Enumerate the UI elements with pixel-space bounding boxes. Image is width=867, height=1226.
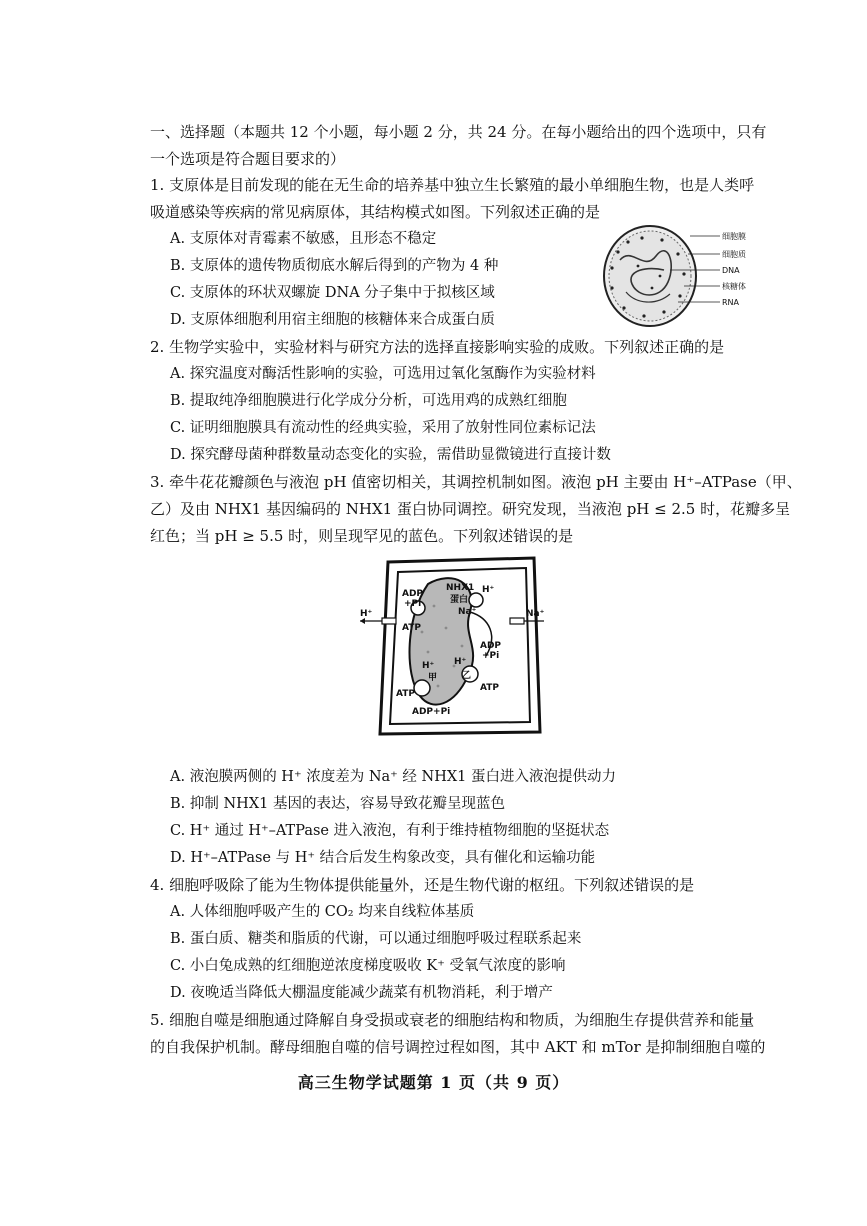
q2-option-d: D. 探究酵母菌种群数量动态变化的实验，需借助显微镜进行直接计数 — [170, 447, 611, 463]
q2-option-b: B. 提取纯净细胞膜进行化学成分分析，可选用鸡的成熟红细胞 — [170, 393, 567, 409]
label-protein: 蛋白 — [450, 595, 469, 605]
label-adp-right: ADP — [480, 641, 502, 651]
vacuole-ph-figure — [358, 556, 548, 740]
label-cell-membrane: 细胞膜 — [722, 232, 746, 241]
q1-option-c: C. 支原体的环状双螺旋 DNA 分子集中于拟核区域 — [170, 285, 495, 301]
q4-stem-line1: 4. 细胞呼吸除了能为生物体提供能量外，还是生物代谢的枢纽。下列叙述错误的是 — [150, 876, 695, 894]
label-h-mid1: H⁺ — [422, 661, 435, 671]
label-jia: 甲 — [428, 673, 438, 683]
label-pi-top: +Pi — [404, 599, 422, 609]
q3-stem-line1: 3. 牵牛花花瓣颜色与液泡 pH 值密切相关，其调控机制如图。液泡 pH 主要由 H⁺–ATPase（甲、 — [150, 473, 802, 491]
label-cytoplasm: 细胞质 — [722, 250, 746, 259]
q5-stem-line2: 的自我保护机制。酵母细胞自噬的信号调控过程如图，其中 AKT 和 mTor 是抑制细胞自噬的 — [150, 1038, 766, 1056]
q3-option-b: B. 抑制 NHX1 基因的表达，容易导致花瓣呈现蓝色 — [170, 796, 505, 812]
label-yi: 乙 — [462, 671, 472, 681]
section-heading-line1: 一、选择题（本题共 12 个小题，每小题 2 分，共 24 分。在每小题给出的四个选项中，只有 — [150, 123, 767, 141]
page-footer: 高三生物学试题第 1 页（共 9 页） — [297, 1073, 570, 1092]
q3-option-c: C. H⁺ 通过 H⁺–ATPase 进入液泡，有利于维持植物细胞的坚挺状态 — [170, 823, 610, 839]
q3-option-a: A. 液泡膜两侧的 H⁺ 浓度差为 Na⁺ 经 NHX1 蛋白进入液泡提供动力 — [170, 769, 617, 785]
label-dna: DNA — [722, 266, 740, 275]
section-heading-line2: 一个选项是符合题目要求的） — [150, 150, 346, 168]
q1-option-b: B. 支原体的遗传物质彻底水解后得到的产物为 4 种 — [170, 258, 499, 274]
q3-stem-line3: 红色；当 pH ≥ 5.5 时，则呈现罕见的蓝色。下列叙述错误的是 — [150, 527, 574, 545]
label-na-in: Na⁺ — [458, 607, 477, 617]
q2-option-a: A. 探究温度对酶活性影响的实验，可选用过氧化氢酶作为实验材料 — [170, 366, 596, 382]
label-ribosome: 核糖体 — [722, 282, 746, 291]
q1-option-a: A. 支原体对青霉素不敏感，且形态不稳定 — [170, 231, 437, 247]
q4-option-d: D. 夜晚适当降低大棚温度能减少蔬菜有机物消耗，利于增产 — [170, 985, 553, 1001]
label-h-top: H⁺ — [482, 585, 495, 595]
label-adp-pi-bottom: ADP+Pi — [412, 707, 451, 717]
label-h-left: H⁺ — [360, 609, 373, 619]
cytoplasm-region — [609, 231, 691, 321]
q1-stem-line1: 1. 支原体是目前发现的能在无生命的培养基中独立生长繁殖的最小单细胞生物，也是人类呼 — [150, 176, 755, 194]
label-nhx1: NHX1 — [446, 583, 475, 593]
label-rna: RNA — [722, 298, 740, 307]
q3-stem-line2: 乙）及由 NHX1 基因编码的 NHX1 蛋白协同调控。研究发现，当液泡 pH ≤ 2.5 时，花瓣多呈 — [150, 500, 791, 518]
q1-option-d: D. 支原体细胞利用宿主细胞的核糖体来合成蛋白质 — [170, 312, 495, 328]
q4-option-b: B. 蛋白质、糖类和脂质的代谢，可以通过细胞呼吸过程联系起来 — [170, 931, 582, 947]
label-adp-top: ADP — [402, 589, 424, 599]
q5-stem-line1: 5. 细胞自噬是细胞通过降解自身受损或衰老的细胞结构和物质，为细胞生存提供营养和能量 — [150, 1011, 755, 1029]
label-na-right: Na⁺ — [526, 609, 545, 619]
q2-option-c: C. 证明细胞膜具有流动性的经典实验，采用了放射性同位素标记法 — [170, 420, 596, 436]
label-h-mid2: H⁺ — [454, 657, 467, 667]
nhx1-channel — [469, 593, 483, 607]
q4-option-a: A. 人体细胞呼吸产生的 CO₂ 均来自线粒体基质 — [170, 904, 475, 920]
label-atp-left: ATP — [396, 689, 416, 699]
q2-stem-line1: 2. 生物学实验中，实验材料与研究方法的选择直接影响实验的成败。下列叙述正确的是 — [150, 338, 725, 356]
label-pi-right: +Pi — [482, 651, 500, 661]
q4-option-c: C. 小白兔成熟的红细胞逆浓度梯度吸收 K⁺ 受氧气浓度的影响 — [170, 958, 566, 974]
q1-stem-line2: 吸道感染等疾病的常见病原体，其结构模式如图。下列叙述正确的是 — [150, 203, 601, 221]
mycoplasma-figure — [598, 222, 768, 330]
label-atp-top: ATP — [402, 623, 422, 633]
q3-option-d: D. H⁺–ATPase 与 H⁺ 结合后发生构象改变，具有催化和运输功能 — [170, 850, 596, 866]
label-atp-right: ATP — [480, 683, 500, 693]
